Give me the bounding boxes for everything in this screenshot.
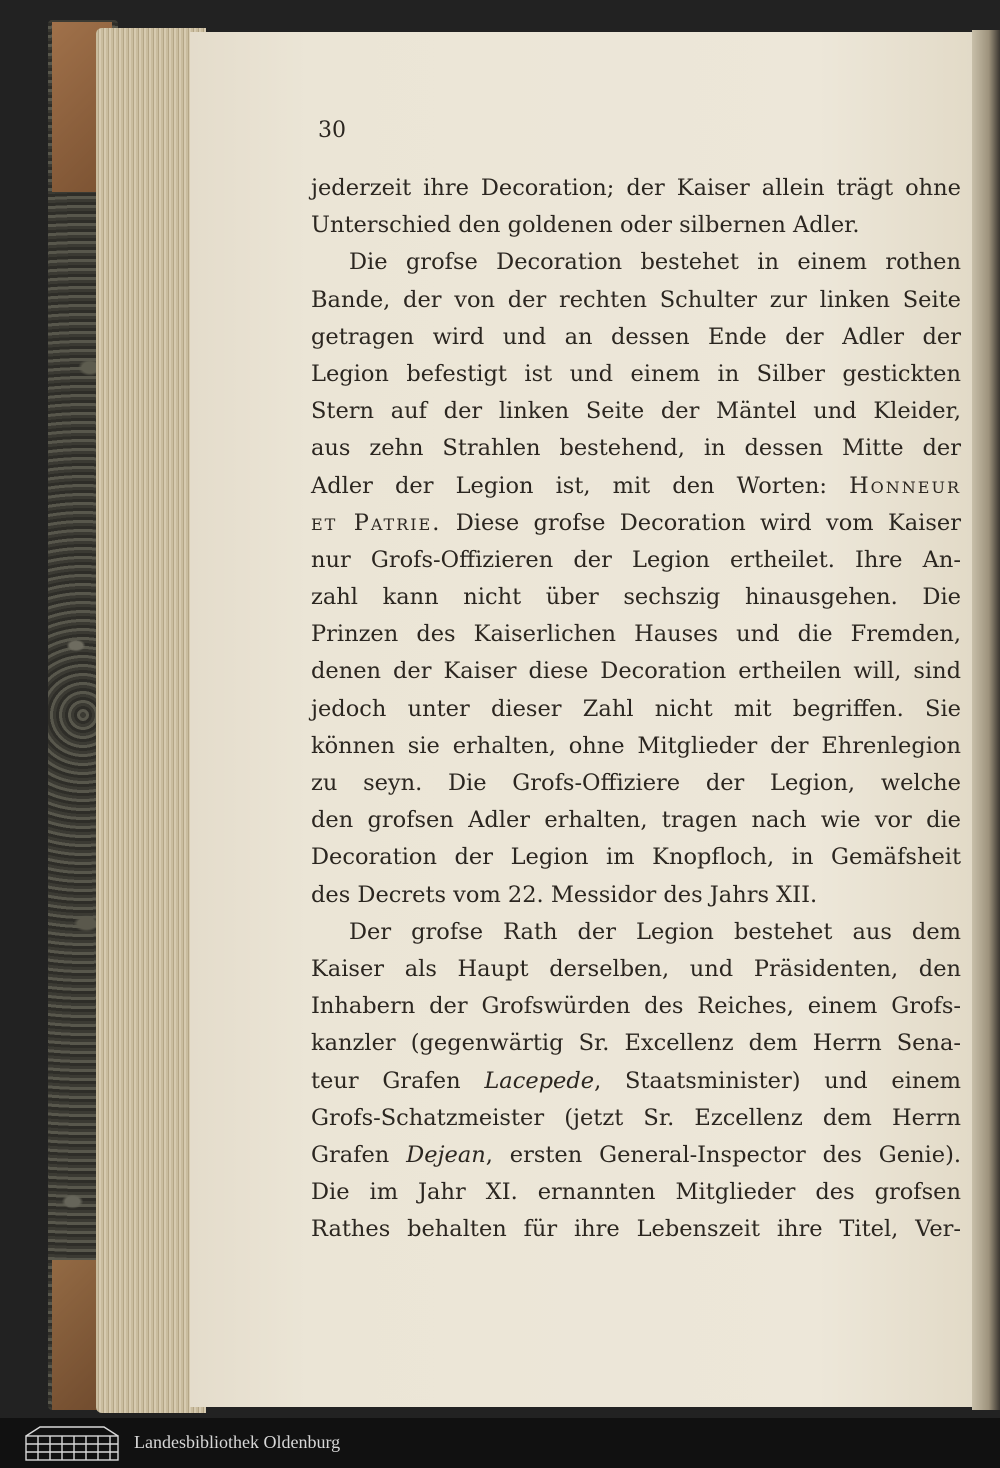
page-gutter-edge	[972, 30, 1000, 1410]
text-line: nur Grofs-Offizieren der Legion ertheilet. Ihre An-	[311, 546, 961, 573]
text-line: können sie erhalten, ohne Mitglieder der Ehrenlegion	[311, 732, 961, 759]
text-segment: Diese grofse Decoration wird vom Kaiser	[455, 509, 961, 536]
text-line: denen der Kaiser diese Decoration ertheilen will, sind	[311, 658, 961, 685]
text-line: des Decrets vom 22. Messidor des Jahrs XII.	[311, 881, 818, 908]
text-line	[311, 1063, 961, 1100]
italic-name: Lacepede	[484, 1067, 595, 1094]
text-segment: , ersten General-Inspector des Genie).	[485, 1141, 962, 1168]
text-line: getragen wird und an dessen Ende der Adler der	[311, 323, 961, 350]
text-line: Die im Jahr XI. ernannten Mitglieder des grofsen	[311, 1179, 961, 1206]
text-line: Unterschied den goldenen oder silbernen Adler.	[311, 212, 860, 239]
text-line: Legion befestigt ist und einem in Silber gestickten	[311, 360, 961, 387]
text-segment: teur Grafen	[311, 1067, 461, 1094]
text-line: Der grofse Rath der Legion bestehet aus dem	[349, 918, 961, 945]
text-line: zu seyn. Die Grofs-Offiziere der Legion, welche	[311, 770, 961, 796]
smallcaps-word: et Patrie.	[311, 509, 442, 536]
text-line: Prinzen des Kaiserlichen Hauses und die Fremden,	[311, 621, 961, 648]
text-line: kanzler (gegenwärtig Sr. Excellenz dem Herrn Sena-	[311, 1030, 961, 1057]
text-line: aus zehn Strahlen bestehend, in dessen Mitte der	[311, 435, 961, 462]
text-line: Decoration der Legion im Knopfloch, in Gemäfsheit	[311, 844, 961, 871]
text-line: Rathes behalten für ihre Lebenszeit ihre Titel, Ver-	[311, 1216, 961, 1243]
page-number: 30	[318, 118, 346, 143]
text-line: Grofs-Schatzmeister (jetzt Sr. Ezcellenz dem Herrn	[311, 1104, 961, 1131]
library-name: Landesbibliothek Oldenburg	[134, 1432, 341, 1452]
text-line: Inhabern der Grofswürden des Reiches, einem Grofs-	[311, 993, 961, 1020]
body-text	[311, 170, 961, 1248]
text-line: den grofsen Adler erhalten, tragen nach wie vor die	[311, 807, 961, 834]
text-line	[311, 505, 961, 542]
italic-name: Dejean	[406, 1141, 486, 1168]
smallcaps-word: Honneur	[849, 472, 962, 499]
text-line: jedoch unter dieser Zahl nicht mit begriffen. Sie	[311, 695, 961, 722]
text-line: Stern auf der linken Seite der Mäntel und Kleider,	[311, 398, 961, 425]
text-segment: Grafen	[311, 1141, 390, 1168]
text-segment: , Staatsminister) und einem	[594, 1067, 961, 1094]
text-line: zahl kann nicht über sechszig hinausgehen. Die	[311, 584, 961, 611]
text-segment: Adler der Legion ist, mit den Worten:	[311, 472, 827, 499]
text-line	[311, 468, 961, 505]
text-line: jederzeit ihre Decoration; der Kaiser allein trägt ohne	[311, 175, 961, 201]
footer-bar	[0, 1418, 1000, 1468]
library-building-icon	[22, 1424, 122, 1462]
text-line: Bande, der von der rechten Schulter zur linken Seite	[311, 286, 961, 313]
text-line	[311, 1137, 961, 1174]
text-line: Kaiser als Haupt derselben, und Präsidenten, den	[311, 955, 961, 982]
text-line: Die grofse Decoration bestehet in einem rothen	[349, 249, 961, 276]
